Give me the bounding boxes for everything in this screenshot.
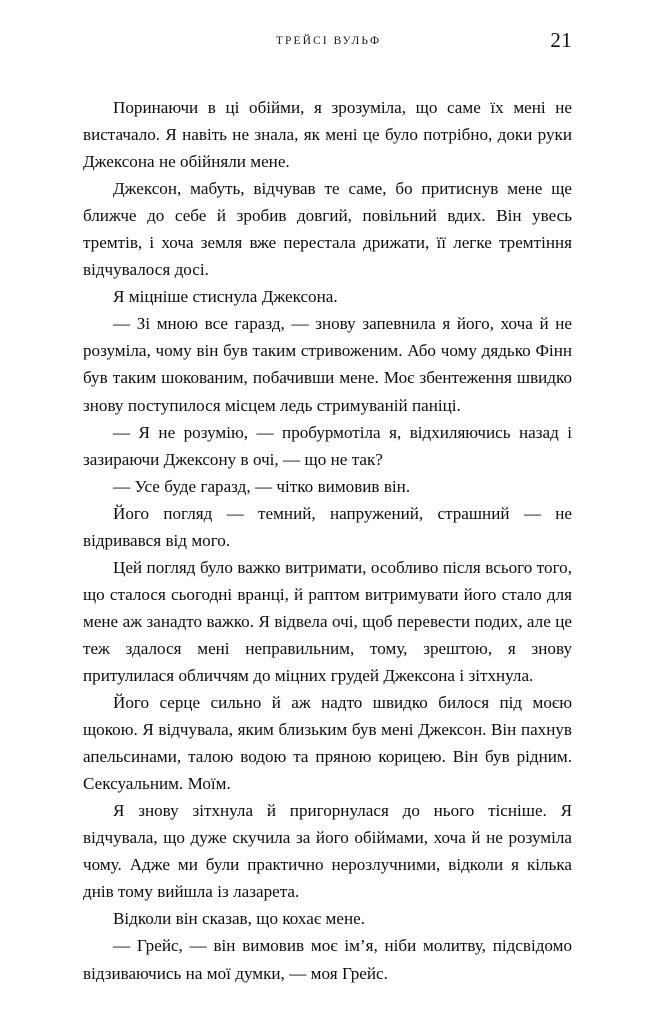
paragraph: Я міцніше стиснула Джексона. [113,287,338,307]
paragraph: Джексон, мабуть, відчував те саме, бо притиснув мене ще ближче до себе й зробив довгий, повільний вдих. Він увесь тремтів, і хоча земля вже перестала дрижати, її легке тремтіння відчувалося досі. [83,179,572,280]
paragraph-dialogue: — Зі мною все гаразд, — знову запевнила я його, хоча й не розуміла, чому він був таким стривоженим. Або чому дядько Фінн був таким шокованим, побачивши мене. Моє збентеження швидко знову поступилося місцем ледь стримуваній паніці. [83,314,572,415]
body-text-column [83,94,572,987]
paragraph-dialogue: — Усе буде гаразд, — чітко вимовив він. [113,476,411,496]
paragraph: Його погляд — темний, напружений, страшний — не відривався від мого. [83,503,572,550]
paragraph: Його серце сильно й аж надто швидко билося під моєю щокою. Я відчувала, яким близьким був мені Джексон. Він пахнув апельсинами, талою водою та пряною корицею. Він був рідним. Сексуальним. Моїм. [83,693,572,794]
paragraph-dialogue: — Грейс, — він вимовив моє ім’я, ніби молитву, підсвідомо відзиваючись на мої думки, — моя Грейс. [83,936,572,983]
page-number: 21 [550,28,572,52]
paragraph-dialogue: — Я не розумію, — пробурмотіла я, відхиляючись назад і зазираючи Джексону в очі, — що не так? [83,422,572,469]
paragraph: Поринаючи в ці обійми, я зрозуміла, що саме їх мені не вистачало. Я навіть не знала, як мені це було потрібно, доки руки Джексона не обійняли мене. [83,98,572,172]
paragraph: Цей погляд було важко витримати, особливо після всього того, що сталося сьогодні вранці, й раптом витримувати його стало для мене аж занадто важко. Я відвела очі, щоб перевести подих, але це теж здалося мені неправильним, тому, зрештою, я знову притулилася обличчям до міцних грудей Джексона і зітхнула. [83,557,572,685]
paragraph: Відколи він сказав, що кохає мене. [113,909,365,929]
running-head-author: ТРЕЙСІ ВУЛЬФ [275,35,382,47]
running-head [83,30,572,52]
paragraph: Я знову зітхнула й пригорнулася до нього тісніше. Я відчувала, що дуже скучила за його обіймами, хоча й не розуміла чому. Адже ми були практично нерозлучними, відколи я кілька днів тому вийшла із лазарета. [83,801,572,902]
